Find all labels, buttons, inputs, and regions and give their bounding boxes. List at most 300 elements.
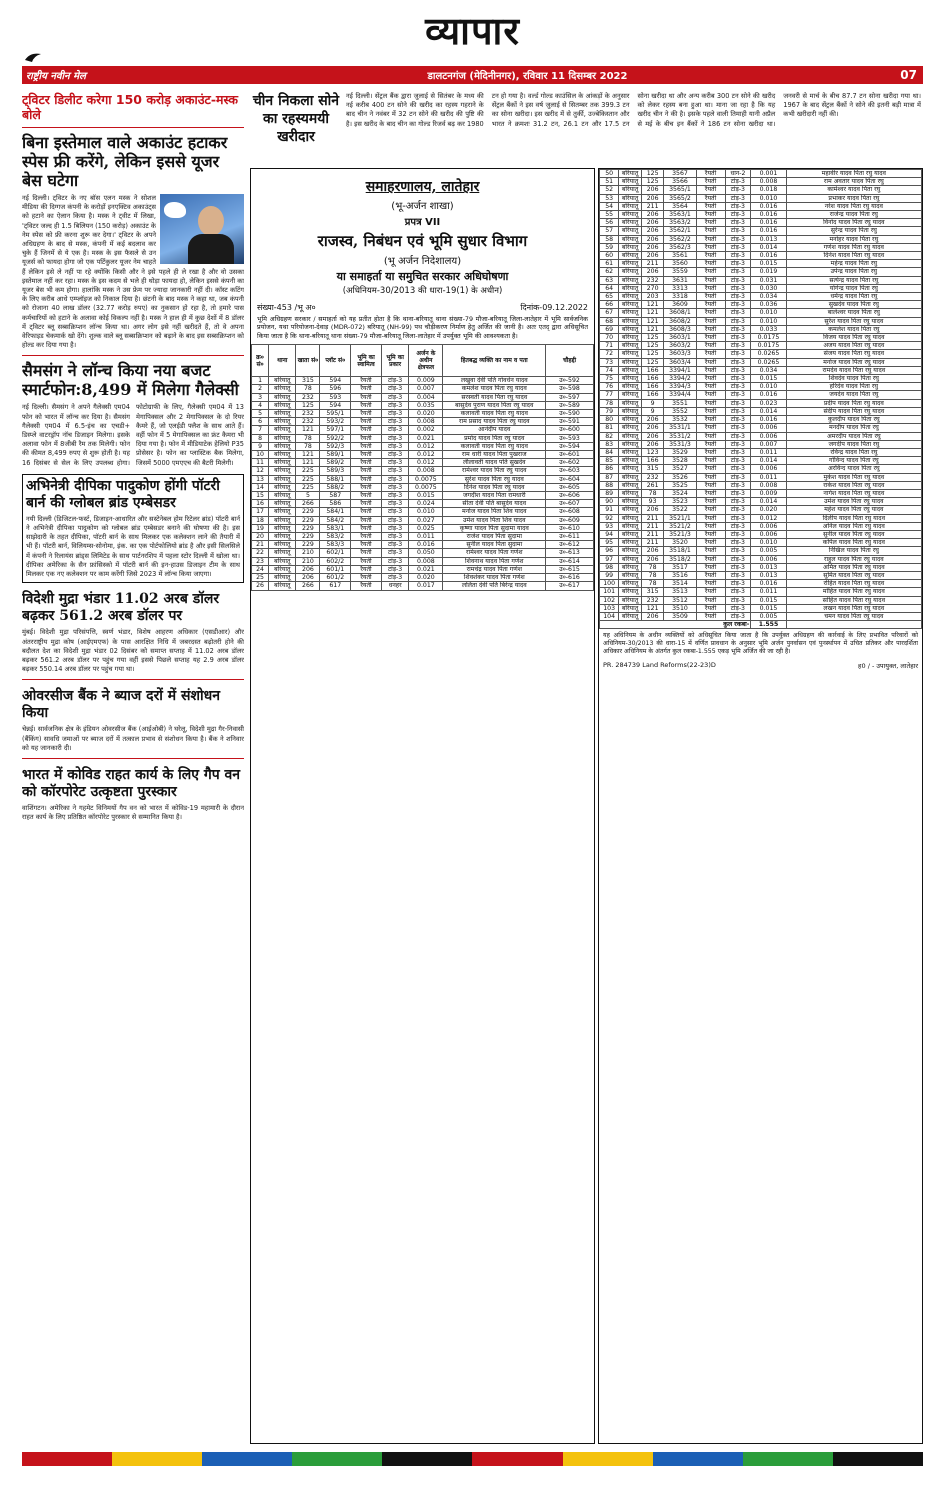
table-cell: 315 xyxy=(296,377,320,385)
table-cell: 3560 xyxy=(664,260,696,268)
table-row xyxy=(600,465,922,473)
table-cell: रैयती xyxy=(696,260,725,268)
table-cell: 3563/2 xyxy=(664,219,696,227)
table-cell: टांड़-3 xyxy=(381,524,408,532)
table-cell: उ०-606 xyxy=(546,492,594,500)
table-cell: रविन्द्र यादव पिता रघु xyxy=(786,448,921,456)
forex-headline: विदेशी मुद्रा भंडार 11.02 अरब डॉलर बढ़कर 561.2 अरब डॉलर पर xyxy=(22,591,220,625)
table-cell: 121 xyxy=(641,317,664,325)
table-cell: 232 xyxy=(296,418,320,426)
table-cell: बरियातू xyxy=(269,451,296,459)
table-cell: उ०-589 xyxy=(546,401,594,409)
table-cell: 583/2 xyxy=(320,533,351,541)
table-cell: बरियातू xyxy=(619,211,642,219)
table-cell: 586 xyxy=(320,500,351,508)
table-cell: 78 xyxy=(296,442,320,450)
table-cell: टांड़-3 xyxy=(725,391,751,399)
table-cell: 76 xyxy=(600,383,619,391)
table-cell: 3520 xyxy=(664,539,696,547)
table-row xyxy=(600,604,922,612)
table-cell: रैयती xyxy=(696,571,725,579)
table-cell: रैयती xyxy=(696,317,725,325)
table-cell: 592/2 xyxy=(320,434,351,442)
table-cell: संजय यादव पिता रघु यादव xyxy=(786,350,921,358)
table-row xyxy=(600,227,922,235)
table-row xyxy=(600,317,922,325)
table-cell: टांड़-3 xyxy=(381,459,408,467)
table-cell: 0.036 xyxy=(751,301,786,309)
table-cell: 0.010 xyxy=(751,539,786,547)
notice-branch: (भू-अर्जन शाखा) xyxy=(391,201,454,212)
table-cell: 121 xyxy=(641,325,664,333)
total-row xyxy=(600,621,922,629)
table-cell: 104 xyxy=(600,612,619,620)
table-row xyxy=(600,342,922,350)
table-cell: 206 xyxy=(641,243,664,251)
table-cell: 3603/2 xyxy=(664,342,696,350)
table-cell: 0.050 xyxy=(409,549,443,557)
table-cell: राम धारी यादव पिता पुखराज xyxy=(443,451,546,459)
table-cell: बरियातू xyxy=(269,541,296,549)
table-cell: 0.011 xyxy=(751,473,786,481)
table-cell: 0.021 xyxy=(409,434,443,442)
table-cell: 16 xyxy=(252,500,269,508)
table-cell: बरियातू xyxy=(619,580,642,588)
table-cell: उ०-601 xyxy=(546,451,594,459)
table-cell: 0.031 xyxy=(751,276,786,284)
table-cell: बरियातू xyxy=(619,612,642,620)
table-row xyxy=(600,498,922,506)
table-row xyxy=(600,293,922,301)
table-cell: टांड़-3 xyxy=(725,268,751,276)
table-cell: 3512 xyxy=(664,596,696,604)
table-cell: 206 xyxy=(641,252,664,260)
table-cell: टांड़-3 xyxy=(725,235,751,243)
table-cell: 0.004 xyxy=(409,393,443,401)
table-cell: उ०-611 xyxy=(546,533,594,541)
table-cell: 121 xyxy=(296,426,320,434)
table-cell: टांड़-3 xyxy=(725,375,751,383)
table-cell: 9 xyxy=(252,442,269,450)
table-cell: टांड़-3 xyxy=(381,401,408,409)
table-cell: बरियातू xyxy=(619,604,642,612)
table-cell: रैयती xyxy=(351,524,382,532)
table-cell: 3528 xyxy=(664,457,696,465)
table-cell: मोहित यादव पिता रघु यादव xyxy=(786,588,921,596)
table-cell: टांड़-3 xyxy=(381,557,408,565)
table-cell: 101 xyxy=(600,588,619,596)
table-cell: टांड़-3 xyxy=(725,301,751,309)
table-cell: उमेश यादव पिता शिव यादव xyxy=(443,516,546,524)
table-cell: सुखदेव यादव पिता रघु xyxy=(786,301,921,309)
table-cell: 21 xyxy=(252,541,269,549)
table-cell: टांड़-3 xyxy=(725,399,751,407)
table-cell: 3562/3 xyxy=(664,243,696,251)
table-cell: उ०-610 xyxy=(546,524,594,532)
table-cell: राम प्रसाद यादव पिता रघु यादव xyxy=(443,418,546,426)
table-cell: बरियातू xyxy=(269,574,296,582)
table-cell: 98 xyxy=(600,563,619,571)
table-cell: 0.014 xyxy=(751,407,786,415)
table-row xyxy=(600,334,922,342)
table-cell: रैयती xyxy=(351,459,382,467)
table-cell: 166 xyxy=(641,457,664,465)
notice-footnote: यह अधिनियम के अधीन व्यक्तियों को अधिसूचित किया जाता है कि उपर्युक्त अधिग्रहण की कार्रवाई के लिए प्रभावित परिवारों को अधिनियम-30/2013 की धारा-15 में वर्णित प्रावधान के अनुसार भूमि अर्जन पुनर्वासन एवं पुनर्स्थापन में उचित प्रतिकर और पारदर्शिता अधिकार अधिनियम के अंतर्गत कुल रकबा-1.555 एकड़ भूमि अर्जित की जा रही है। xyxy=(603,632,918,656)
table-cell: 73 xyxy=(600,358,619,366)
table-cell: रैयती xyxy=(351,426,382,434)
table-cell: 75 xyxy=(600,375,619,383)
table-cell: 3521/2 xyxy=(664,522,696,530)
table-cell: 3514 xyxy=(664,580,696,588)
table-cell: 0.007 xyxy=(409,385,443,393)
table-cell: रैयती xyxy=(696,170,725,178)
table-cell: 0.015 xyxy=(751,375,786,383)
table-row xyxy=(600,276,922,284)
table-cell: टांड़-3 xyxy=(381,393,408,401)
table-cell: 0.012 xyxy=(409,459,443,467)
table-cell: रैयती xyxy=(696,596,725,604)
table-cell: 211 xyxy=(641,539,664,547)
table-cell: 94 xyxy=(600,530,619,538)
table-cell: 5 xyxy=(252,410,269,418)
table-cell: उ०-602 xyxy=(546,459,594,467)
table-cell: उ०-590 xyxy=(546,410,594,418)
iob-body: चेन्नई। सार्वजनिक क्षेत्र के इंडियन ओवरसीज बैंक (आईओबी) ने घरेलू, विदेशी मुद्रा गैर-निवासी (बैंकिंग) सावधि जमाओं पर ब्याज दरों में तत्काल प्रभाव से संशोधन किया है। बैंक ने शनिवार को यह जानकारी दी। xyxy=(22,725,244,752)
face-shape xyxy=(198,206,224,236)
table-cell: रैयती xyxy=(696,563,725,571)
table-cell: 210 xyxy=(296,557,320,565)
table-cell: 166 xyxy=(641,366,664,374)
table-cell: टांड़-3 xyxy=(725,604,751,612)
table-cell: 0.008 xyxy=(409,467,443,475)
pr-code: PR. 284739 Land Reforms(22-23)D xyxy=(603,661,716,670)
notice-date: दिनांक-09.12.2022 xyxy=(520,303,588,312)
table-cell: बरियातू xyxy=(619,407,642,415)
table-cell: टांड़-3 xyxy=(725,366,751,374)
table-cell: 102 xyxy=(600,596,619,604)
table-cell: 210 xyxy=(296,549,320,557)
table-cell: रैयती xyxy=(351,541,382,549)
table-cell: बरियातू xyxy=(619,252,642,260)
table-row xyxy=(600,309,922,317)
table-cell: रैयती xyxy=(696,547,725,555)
table-cell: टांड़-3 xyxy=(725,383,751,391)
table-cell: 3526 xyxy=(664,473,696,481)
table-cell: 78 xyxy=(641,580,664,588)
table-cell: 584/2 xyxy=(320,516,351,524)
table-cell: 70 xyxy=(600,334,619,342)
table-cell: रामेश्वर यादव पिता गणेश xyxy=(443,549,546,557)
table-cell: टांड़-3 xyxy=(725,276,751,284)
table-cell: 4 xyxy=(252,401,269,409)
table-cell: टांड़-3 xyxy=(725,563,751,571)
table-cell: उ०-613 xyxy=(546,549,594,557)
notice-title: या समाहर्ता या समुचित सरकार अधिघोषणा xyxy=(336,270,509,283)
table-cell: 125 xyxy=(641,350,664,358)
table-cell: निखिल यादव पिता रघु xyxy=(786,547,921,555)
table-cell: रैयती xyxy=(351,533,382,541)
table-row xyxy=(252,565,594,573)
table-cell: ललिता देवी पति बिरेन्द्र यादव xyxy=(443,582,546,590)
table-cell: दिनेश यादव पिता रघु यादव xyxy=(443,483,546,491)
masthead xyxy=(0,0,945,68)
table-row xyxy=(252,533,594,541)
table-cell: बरियातू xyxy=(619,334,642,342)
table-cell: 64 xyxy=(600,284,619,292)
table-cell: टांड़-3 xyxy=(725,334,751,342)
table-row xyxy=(252,377,594,385)
table-cell: उ०-598 xyxy=(546,385,594,393)
table-cell: 50 xyxy=(600,170,619,178)
table-cell: मुकेश यादव पिता रघु यादव xyxy=(786,473,921,481)
samsung-headline: सैमसंग ने लॉन्च किया नया बजट स्मार्टफोन:8,499 में मिलेगा गैलेक्सी xyxy=(22,361,239,400)
table-cell: उ०-591 xyxy=(546,418,594,426)
suit-shape xyxy=(188,234,234,264)
table-cell: बरियातू xyxy=(619,350,642,358)
table-cell: 84 xyxy=(600,448,619,456)
table-cell: 18 xyxy=(252,516,269,524)
table-cell: 3565/2 xyxy=(664,194,696,202)
table-cell: उमेश यादव पिता रघु यादव xyxy=(786,498,921,506)
table-cell: बरियातू xyxy=(619,268,642,276)
table-cell: 0.021 xyxy=(409,565,443,573)
table-cell: बरियातू xyxy=(619,481,642,489)
table-cell: 3527 xyxy=(664,465,696,473)
table-cell: 588/1 xyxy=(320,475,351,483)
table-cell: 3561 xyxy=(664,252,696,260)
table-cell: रैयती xyxy=(351,418,382,426)
table-cell: टांड़-3 xyxy=(381,385,408,393)
table-row xyxy=(252,442,594,450)
total-blank xyxy=(786,621,921,629)
table-cell: टांड़-3 xyxy=(725,424,751,432)
table-cell: उ०-605 xyxy=(546,483,594,491)
table-cell: बरियातू xyxy=(269,582,296,590)
table-cell: सुनील यादव पिता सुदामा xyxy=(443,541,546,549)
table-cell: 125 xyxy=(641,334,664,342)
table-cell: 0.010 xyxy=(409,508,443,516)
brand-bar xyxy=(22,66,923,84)
table-cell: बरियातू xyxy=(619,547,642,555)
table-cell: 53 xyxy=(600,194,619,202)
table-cell: टांड़-3 xyxy=(725,227,751,235)
table-cell: 3567 xyxy=(664,170,696,178)
table-cell: 0.016 xyxy=(751,227,786,235)
table-cell: बरियातू xyxy=(619,301,642,309)
dateline: डालटनगंज (मेदिनीनगर), रविवार 11 दिसम्बर 2022 xyxy=(427,71,628,82)
table-cell: 0.006 xyxy=(751,522,786,530)
table-cell: रैयती xyxy=(351,434,382,442)
table-cell: बरियातू xyxy=(269,500,296,508)
table-cell: बरियातू xyxy=(619,358,642,366)
table-cell: टांड़-3 xyxy=(725,219,751,227)
table-cell: 78 xyxy=(641,563,664,571)
table-cell: 3 xyxy=(252,393,269,401)
table-cell: बरियातू xyxy=(619,309,642,317)
table-cell: टांड़-3 xyxy=(381,426,408,434)
table-cell: 55 xyxy=(600,211,619,219)
table-cell: कलावती यादव पिता रघु यादव xyxy=(443,410,546,418)
table-cell: लखुवा देवी पति गोवर्धन यादव xyxy=(443,377,546,385)
table-cell: 0.009 xyxy=(409,377,443,385)
table-cell: बालेश्वर यादव पिता रघु xyxy=(786,309,921,317)
table-cell: रैयती xyxy=(696,252,725,260)
table-cell: टांड़-3 xyxy=(725,596,751,604)
table-cell: 0.034 xyxy=(751,293,786,301)
table-cell: 93 xyxy=(600,522,619,530)
table-cell: टांड़-3 xyxy=(725,202,751,210)
table-cell: रैयती xyxy=(351,467,382,475)
table-cell: रैयती xyxy=(351,410,382,418)
table-cell: बरियातू xyxy=(619,563,642,571)
table-cell: टांड़-3 xyxy=(725,317,751,325)
table-cell: 0.030 xyxy=(751,284,786,292)
table-cell: 3531/3 xyxy=(664,440,696,448)
table-cell: 78 xyxy=(296,434,320,442)
table-cell: 0.0175 xyxy=(751,342,786,350)
table-cell: 206 xyxy=(641,211,664,219)
table-cell: रैयती xyxy=(351,451,382,459)
table-cell: 24 xyxy=(252,565,269,573)
table-row xyxy=(252,401,594,409)
column-header: क्र० सं० xyxy=(252,345,269,377)
table-cell: 232 xyxy=(296,393,320,401)
table-cell: रैयती xyxy=(696,227,725,235)
table-cell: बरियातू xyxy=(619,202,642,210)
table-cell: टांड़-3 xyxy=(725,465,751,473)
table-cell: 66 xyxy=(600,301,619,309)
table-cell: 78 xyxy=(600,399,619,407)
table-cell: 206 xyxy=(641,268,664,276)
table-cell: टांड़-3 xyxy=(725,612,751,620)
table-row xyxy=(600,366,922,374)
table-cell: 0.0075 xyxy=(409,483,443,491)
table-cell: 0.014 xyxy=(751,498,786,506)
china-headline-box xyxy=(250,92,342,162)
divider xyxy=(22,758,244,759)
table-cell: 602/1 xyxy=(320,549,351,557)
table-cell: 0.0075 xyxy=(409,475,443,483)
table-cell: टांड़-3 xyxy=(725,309,751,317)
table-row xyxy=(252,508,594,516)
table-cell: 125 xyxy=(296,401,320,409)
table-cell: 0.013 xyxy=(751,235,786,243)
table-cell: 597/1 xyxy=(320,426,351,434)
table-cell: शिवनाथ यादव पिता गणेश xyxy=(443,557,546,565)
table-row xyxy=(600,170,922,178)
twitter-bird-icon xyxy=(164,202,186,218)
table-cell: 59 xyxy=(600,243,619,251)
table-cell: 26 xyxy=(252,582,269,590)
table-row xyxy=(252,418,594,426)
notice-act: (अधिनियम-30/2013 की धारा-19(1) के अधीन) xyxy=(342,286,503,296)
table-cell: 211 xyxy=(641,202,664,210)
table-cell: रैयती xyxy=(696,350,725,358)
table-cell: 206 xyxy=(641,194,664,202)
table-cell: टांड़-3 xyxy=(725,293,751,301)
table-cell: 3565/1 xyxy=(664,186,696,194)
table-row xyxy=(252,434,594,442)
table-cell: उपेन्द्र यादव पिता रघु xyxy=(786,268,921,276)
table-cell: बरियातू xyxy=(619,391,642,399)
table-cell: 0.010 xyxy=(751,309,786,317)
table-cell: 123 xyxy=(641,448,664,456)
table-cell: 3516 xyxy=(664,571,696,579)
table-cell: टांड़-3 xyxy=(725,284,751,292)
table-cell: 60 xyxy=(600,252,619,260)
table-cell: रैयती xyxy=(696,555,725,563)
table-cell: रामचंद्र यादव पिता गणेश xyxy=(443,565,546,573)
table-cell: 125 xyxy=(641,178,664,186)
left-column xyxy=(22,92,244,1444)
deepika-headline: अभिनेत्री दीपिका पादुकोण होंगी पॉटरी बार्न की ग्लोबल ब्रांड एम्बेसडर xyxy=(26,477,220,511)
table-cell: 211 xyxy=(641,522,664,530)
table-cell: 3518/2 xyxy=(664,555,696,563)
table-cell: बरियातू xyxy=(619,522,642,530)
table-cell: अमरदीप यादव पिता रघु xyxy=(786,432,921,440)
table-cell: 3563/1 xyxy=(664,211,696,219)
table-cell: रैयती xyxy=(696,202,725,210)
deepika-box xyxy=(22,474,244,583)
table-cell: 0.016 xyxy=(751,211,786,219)
table-cell: 206 xyxy=(641,227,664,235)
table-cell: 0.013 xyxy=(751,563,786,571)
table-cell: 3518/1 xyxy=(664,547,696,555)
table-cell: 77 xyxy=(600,391,619,399)
table-cell: उ०-592 xyxy=(546,377,594,385)
table-row xyxy=(600,350,922,358)
table-cell: 3562/1 xyxy=(664,227,696,235)
table-cell: 229 xyxy=(296,508,320,516)
table-cell: बरियातू xyxy=(619,424,642,432)
total-value: 1.555 xyxy=(751,621,786,629)
table-cell: रैयती xyxy=(696,588,725,596)
table-cell: 315 xyxy=(641,588,664,596)
table-cell: 0.016 xyxy=(751,219,786,227)
table-cell: अमित यादव पिता रघु यादव xyxy=(786,563,921,571)
table-cell: बरियातू xyxy=(269,565,296,573)
total-label: कुल रकबा- xyxy=(600,621,751,629)
table-cell: टांड़-3 xyxy=(725,555,751,563)
table-cell: 593/2 xyxy=(320,418,351,426)
table-cell: 266 xyxy=(296,500,320,508)
table-row xyxy=(600,580,922,588)
table-cell: 266 xyxy=(296,582,320,590)
table-cell: 90 xyxy=(600,498,619,506)
table-cell: संदीप यादव पिता रघु यादव xyxy=(786,407,921,415)
table-cell: 206 xyxy=(296,565,320,573)
table-cell: कपिल यादव पिता रघु यादव xyxy=(786,539,921,547)
table-cell: रैयती xyxy=(696,498,725,506)
table-row xyxy=(600,301,922,309)
table-cell: बरियातू xyxy=(619,342,642,350)
deepika-body: नयी दिल्ली (डिजिटल-फर्स्ट, डिजाइन-आधारित और सस्टेनेबल होम रिटेलर ब्रांड) पॉटरी बार्न ने अभिनेत्री दीपिका पादुकोण को ग्लोबल ब्रांड एम्बेसडर बनाने की घोषणा की है। इस साझेदारी के तहत दीपिका, पॉटरी बार्न के साथ मिलकर एक कलेक्शन लाने की तैयारी में भी हैं। पॉटरी बार्न, विलियम्स-सोनोमा, इंक. का एक पोर्टफोलियो ब्रांड है और इसी सिलसिले में कंपनी ने रिलायंस ब्रांड्स लिमिटेड के साथ पार्टनरशिप में पहला स्टोर दिल्ली में खोला था। दीपिका अमेरिका के सैन फ्रांसिस्को में पॉटरी बार्न की इन-हाउस डिजाइन टीम के साथ मिलकर एक नए कलेक्शन पर काम करेंगी जिसे 2023 में लॉन्च किया जाएगा। xyxy=(26,514,240,579)
table-cell: 3509 xyxy=(664,612,696,620)
table-cell: 3559 xyxy=(664,268,696,276)
table-row xyxy=(600,563,922,571)
table-cell: 121 xyxy=(296,451,320,459)
table-cell: टांड़-3 xyxy=(725,530,751,538)
table-cell: 0.008 xyxy=(409,557,443,565)
table-cell: रैयती xyxy=(696,178,725,186)
table-cell: कमलेश यादव पिता रघु यादव xyxy=(443,385,546,393)
table-cell: 270 xyxy=(641,284,664,292)
table-cell: 617 xyxy=(320,582,351,590)
table-cell: रैयती xyxy=(351,500,382,508)
table-cell: 52 xyxy=(600,186,619,194)
table-cell: बरियातू xyxy=(269,516,296,524)
table-cell: सत्येन्द्र यादव पिता रघु xyxy=(786,276,921,284)
